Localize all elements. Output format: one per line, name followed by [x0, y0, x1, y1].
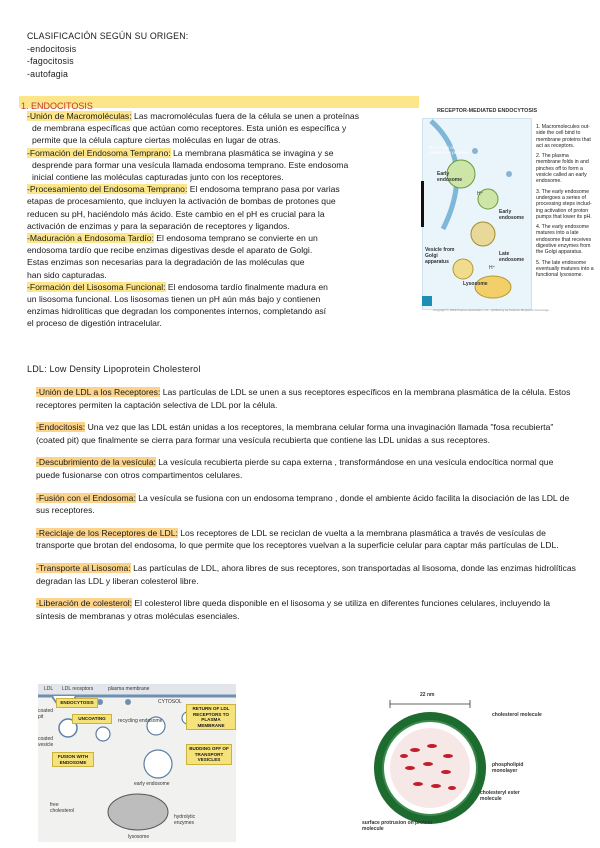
label-endocytosis: ENDOCYTOSIS	[56, 698, 98, 708]
ldl-term: -Reciclaje de los Receptores de LDL:	[36, 527, 178, 538]
receptor-mediated-endocytosis-figure	[422, 106, 594, 314]
section-title-text: 1. ENDOCITOSIS	[21, 101, 93, 111]
ldl-term: -Transporte al Lisosoma:	[36, 562, 131, 573]
step-term: -Procesamiento del Endosoma Temprano:	[27, 184, 188, 195]
ldl-steps	[36, 386, 576, 632]
label-surface-protrusion: surface protrusion on protein molecule	[362, 820, 433, 832]
label-lysosome: lysosome	[128, 834, 150, 840]
classification-item-1: -endocitosis	[27, 43, 77, 54]
legend-item-5: 5. The late endosome eventually matures into a functional lysosome.	[536, 259, 594, 279]
ldl-heading: LDL: Low Density Lipoprotein Cholesterol	[27, 364, 201, 374]
label-h-plus-2: H⁺	[489, 265, 496, 271]
section-title-endocitosis	[19, 96, 419, 111]
step-paragraph: -Unión de Macromoléculas: Las macromoléculas fuera de la célula se unen a proteínas de membrana específicas que actúan como receptores. Esta unión es específica y permite que la célula capture ciertas moléculas en lugar de otras.	[27, 111, 359, 146]
label-cholesteryl-ester: cholesteryl ester molecule	[480, 790, 520, 802]
label-h-plus-1: H⁺	[477, 191, 484, 197]
figure-legend	[536, 124, 594, 283]
legend-item-1: 1. Macromolecules out- side the cell bind to membrane proteins that act as receptors.	[536, 124, 591, 149]
ldl-term: -Unión de LDL a los Receptores:	[36, 387, 161, 397]
label-golgi-vesicle: Vesicle from Golgi apparatus	[425, 247, 455, 265]
label-free-cholesterol: free cholesterol	[50, 802, 75, 814]
label-recycling-endosome: recycling endosome	[118, 718, 163, 724]
ldl-paragraph: -Unión de LDL a los Receptores: Las partículas de LDL se unen a sus receptores específicos en la membrana plasmática de la célula. Estos receptores permiten la captación selectiva de LDL por la célula.	[36, 387, 571, 410]
label-cholesterol-molecule: cholesterol molecule	[492, 712, 542, 718]
classification-item-3: -autofagia	[27, 68, 69, 79]
label-cytosol: CYTOSOL	[158, 699, 182, 705]
endocytosis-illustration	[422, 118, 532, 310]
legend-item-4: 4. The early endosome matures into a late endosome that receives digestive enzymes from the Golgi apparatus.	[536, 224, 592, 256]
step-term: -Formación del Endosoma Temprano:	[27, 147, 171, 158]
ldl-term: -Endocitosis:	[36, 422, 86, 433]
legend-item-2: 2. The plasma membrane folds in and pinches off to form a vesicle called an early endosome.	[536, 153, 589, 185]
label-return-receptors: RETURN OF LDL RECEPTORS TO PLASMA MEMBRANE	[186, 704, 236, 730]
ldl-term: -Liberación de colesterol:	[36, 598, 133, 609]
label-early-endosome: early endosome	[134, 781, 170, 787]
ldl-paragraph: -Fusión con el Endosoma: La vesícula se fusiona con un endosoma temprano , donde el ambiente ácido facilita la disociación de las LDL de sus receptores.	[36, 492, 570, 516]
classification-block	[27, 30, 188, 80]
label-hydrolytic-enzymes: hydrolytic enzymes	[174, 814, 196, 826]
label-phospholipid: phospholipid monolayer	[492, 762, 524, 774]
step-paragraph: -Formación del Lisosoma Funcional: El endosoma tardío finalmente madura en un lisosoma funcional. Los lisosomas tienen un pH aún más bajo y contienen enzimas hidrolíticas que degradan los componentes internos, completando así el proceso de digestión intracelular.	[27, 281, 328, 329]
step-paragraph: -Maduración a Endosoma Tardío: El endosoma temprano se convierte en un endosoma tardío que recibe enzimas digestivas desde el aparato de Golgi. Estas enzimas son necesarias para la degradación de las moléculas que han sido capturadas.	[27, 233, 318, 280]
label-early-endosome-1: Early endosome	[437, 171, 463, 183]
figure-caption: Copyright © 2009 Pearson Education, Inc., publishing as Pearson Benjamin Cummings.	[433, 308, 550, 312]
endocitosis-steps	[27, 110, 427, 330]
legend-item-3: 3. The early endosome undergoes a series of processing steps includ- ing activation of proton pumps that lower its pH.	[536, 188, 592, 220]
ldl-paragraph: -Endocitosis: Una vez que las LDL están unidas a los receptores, la membrana celular forma una invaginación llamada "fosa recubierta" (coated pit) que finalmente se cierra para formar una vesícula recubierta que contiene las LDL unidas a sus receptores.	[36, 422, 554, 445]
label-budding-vesicles: BUDDING OFF OF TRANSPORT VESICLES	[186, 744, 232, 765]
step-term: -Maduración a Endosoma Tardío:	[27, 233, 154, 244]
ldl-pathway-figure	[38, 684, 236, 842]
label-ldl-receptors: LDL receptors	[62, 686, 94, 692]
label-uncoating: UNCOATING	[72, 714, 112, 724]
label-late-endosome: Late endosome	[499, 251, 525, 263]
ldl-term: -Fusión con el Endosoma:	[36, 492, 136, 503]
ldl-paragraph: -Descubrimiento de la vesícula: La vesícula recubierta pierde su capa externa , transformándose en una vesícula endocítica normal que puede fusionarse con otros compartimentos celulares.	[36, 457, 554, 480]
ldl-paragraph: -Liberación de colesterol: El colesterol libre queda disponible en el lisosoma y se utiliza en diferentes funciones celulares, incluyendo la síntesis de membranas y otras moléculas esenciales.	[36, 598, 551, 621]
black-marker-bar	[421, 181, 424, 227]
step-paragraph: -Procesamiento del Endosoma Temprano: El endosoma temprano pasa por varias etapas de procesamiento, que incluyen la activación de bombas de protones que reducen su pH, haciéndolo más ácido. Este cambio en el pH es crucial para la activación de enzimas y para la separación de receptores y ligandos.	[27, 184, 340, 231]
ldl-particle-figure	[360, 690, 550, 840]
classification-item-2: -fagocitosis	[27, 56, 74, 67]
step-term: -Unión de Macromoléculas:	[27, 111, 132, 121]
teal-corner-mark	[422, 296, 432, 306]
ldl-paragraph: -Reciclaje de los Receptores de LDL: Los receptores de LDL se reciclan de vuelta a la membrana plasmática a través de vesículas de transporte que brotan del endosoma, lo que permite que los receptores vuelvan a la superficie celular para captar más partículas de LDL.	[36, 527, 559, 551]
scale-label: 22 nm	[420, 692, 435, 698]
label-early-endosome-2: Early endosome	[499, 209, 525, 221]
ldl-paragraph: -Transporte al Lisosoma: Las partículas de LDL, ahora libres de sus receptores, son transportadas al lisosoma, donde las enzimas hidrolíticas degradan las LDL y liberan colesterol libre.	[36, 562, 576, 586]
figure-title: RECEPTOR-MEDIATED ENDOCYTOSIS	[437, 108, 538, 114]
label-lysosome: Lysosome	[463, 281, 488, 287]
label-ldl: LDL	[44, 686, 54, 692]
label-coated-vesicle: coated vesicle	[38, 736, 54, 748]
classification-heading: CLASIFICACIÓN SEGÚN SU ORIGEN:	[27, 31, 189, 41]
ldl-term: -Descubrimiento de la vesícula:	[36, 457, 156, 468]
label-recycling: Recycling of membrane proteins	[429, 145, 469, 155]
label-plasma-membrane: plasma membrane	[108, 686, 150, 692]
step-term: -Formación del Lisosoma Funcional:	[27, 281, 166, 292]
step-paragraph: -Formación del Endosoma Temprano: La membrana plasmática se invagina y se desprende para formar una vesícula llamada endosoma temprano. Este endosoma inicial contiene las moléculas capturadas junto con los receptores.	[27, 147, 349, 183]
label-coated-pit: coated pit	[38, 708, 54, 720]
label-fusion-endosome: FUSION WITH ENDOSOME	[52, 752, 94, 767]
